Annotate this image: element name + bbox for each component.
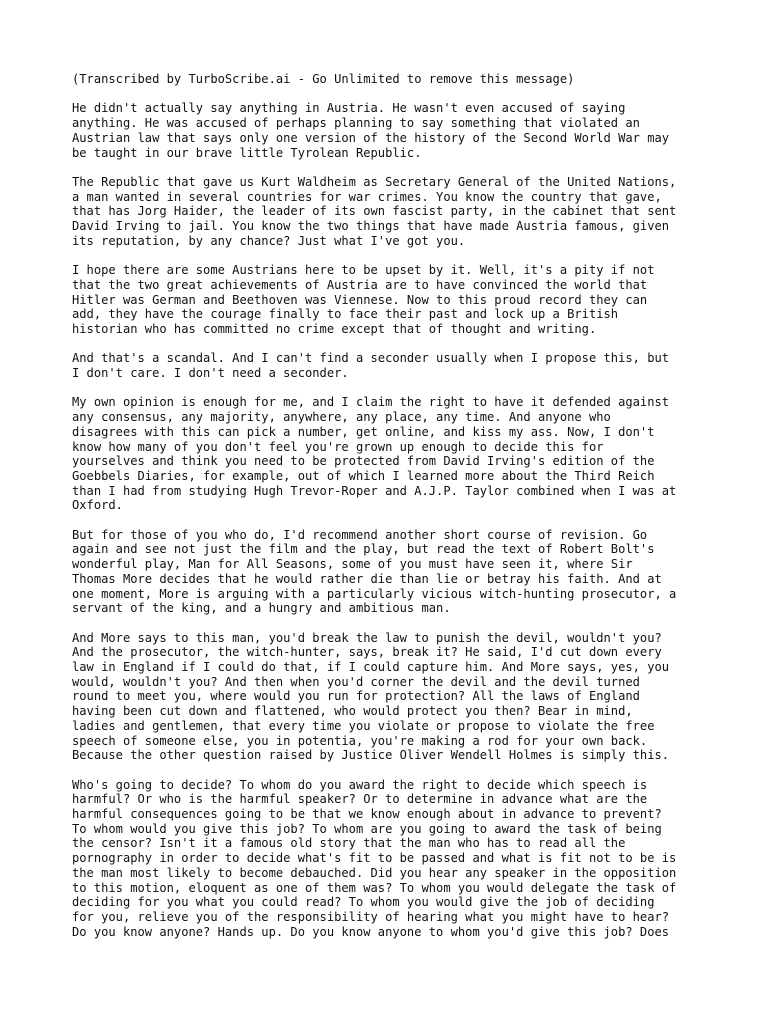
paragraph: And that's a scandal. And I can't find a seconder usually when I propose this, but I don't care. I don't need a seconder. — [72, 351, 670, 380]
paragraph: I hope there are some Austrians here to be upset by it. Well, it's a pity if not that the two great achievements of Austria are to have convinced the world that Hitler was German and Beethoven was Viennese. Now to this proud record they can add, they have the courage finally to face their past and lock up a British historian who has committed no crime except that of thought and writing. — [72, 263, 655, 336]
paragraph: The Republic that gave us Kurt Waldheim as Secretary General of the United Nations, a man wanted in several countries for war crimes. You know the country that gave, that has Jorg Haider, the leader of its own fascist party, in the cabinet that sent David Irving to jail. You know the two things that have made Austria famous, given its reputation, by any chance? Just what I've got you. — [72, 174, 677, 248]
transcription-notice: (Transcribed by TurboScribe.ai - Go Unlimited to remove this message) — [72, 72, 575, 86]
document-page — [72, 72, 712, 954]
paragraph: My own opinion is enough for me, and I claim the right to have it defended against any consensus, any majority, anywhere, any place, any time. And anyone who disagrees with this can pick a number, get online, and kiss my ass. Now, I don't know how many of you don't feel you're grown up enough to decide this for yourselves and think you need to be protected from David Irving's edition of the Goebbels Diaries, for example, out of which I learned more about the Third Reich than I had from studying Hugh Trevor-Roper and A.J.P. Taylor combined when I was at Oxford. — [72, 395, 677, 513]
paragraph: Who's going to decide? To whom do you award the right to decide which speech is harmful? Or who is the harmful speaker? Or to determine in advance what are the harmful consequences going to be that we know enough about in advance to prevent? To whom would you give this job? To whom are you going to award the task of being the censor? Isn't it a famous old story that the man who has to read all the pornography in order to decide what's fit to be passed and what is fit not to be is the man most likely to become debauched. Did you hear any speaker in the opposition to this motion, eloquent as one of them was? To whom you would delegate the task of deciding for you what you could read? To whom you would give the job of deciding for you, relieve you of the responsibility of hearing what you might have to hear? Do you know anyone? Hands up. Do you know anyone to whom you'd give this job? Does — [72, 777, 677, 939]
paragraph: But for those of you who do, I'd recommend another short course of revision. Go again and see not just the film and the play, but read the text of Robert Bolt's wonderful play, Man for All Seasons, some of you must have seen it, where Sir Thomas More decides that he would rather die than lie or betray his faith. And at one moment, More is arguing with a particularly vicious witch-hunting prosecutor, a servant of the king, and a hungry and ambitious man. — [72, 527, 677, 616]
paragraph: He didn't actually say anything in Austria. He wasn't even accused of saying anything. He was accused of perhaps planning to say something that violated an Austrian law that says only one version of the history of the Second World War may be taught in our brave little Tyrolean Republic. — [72, 101, 670, 160]
paragraph: And More says to this man, you'd break the law to punish the devil, wouldn't you? And the prosecutor, the witch-hunter, says, break it? He said, I'd cut down every law in England if I could do that, if I could capture him. And More says, yes, you would, wouldn't you? And then when you'd corner the devil and the devil turned round to meet you, where would you run for protection? All the laws of England having been cut down and flattened, who would protect you then? Bear in mind, ladies and gentlemen, that every time you violate or propose to violate the free speech of someone else, you in potentia, you're making a rod for your own back. Because the other question raised by Justice Oliver Wendell Holmes is simply this. — [72, 630, 670, 763]
